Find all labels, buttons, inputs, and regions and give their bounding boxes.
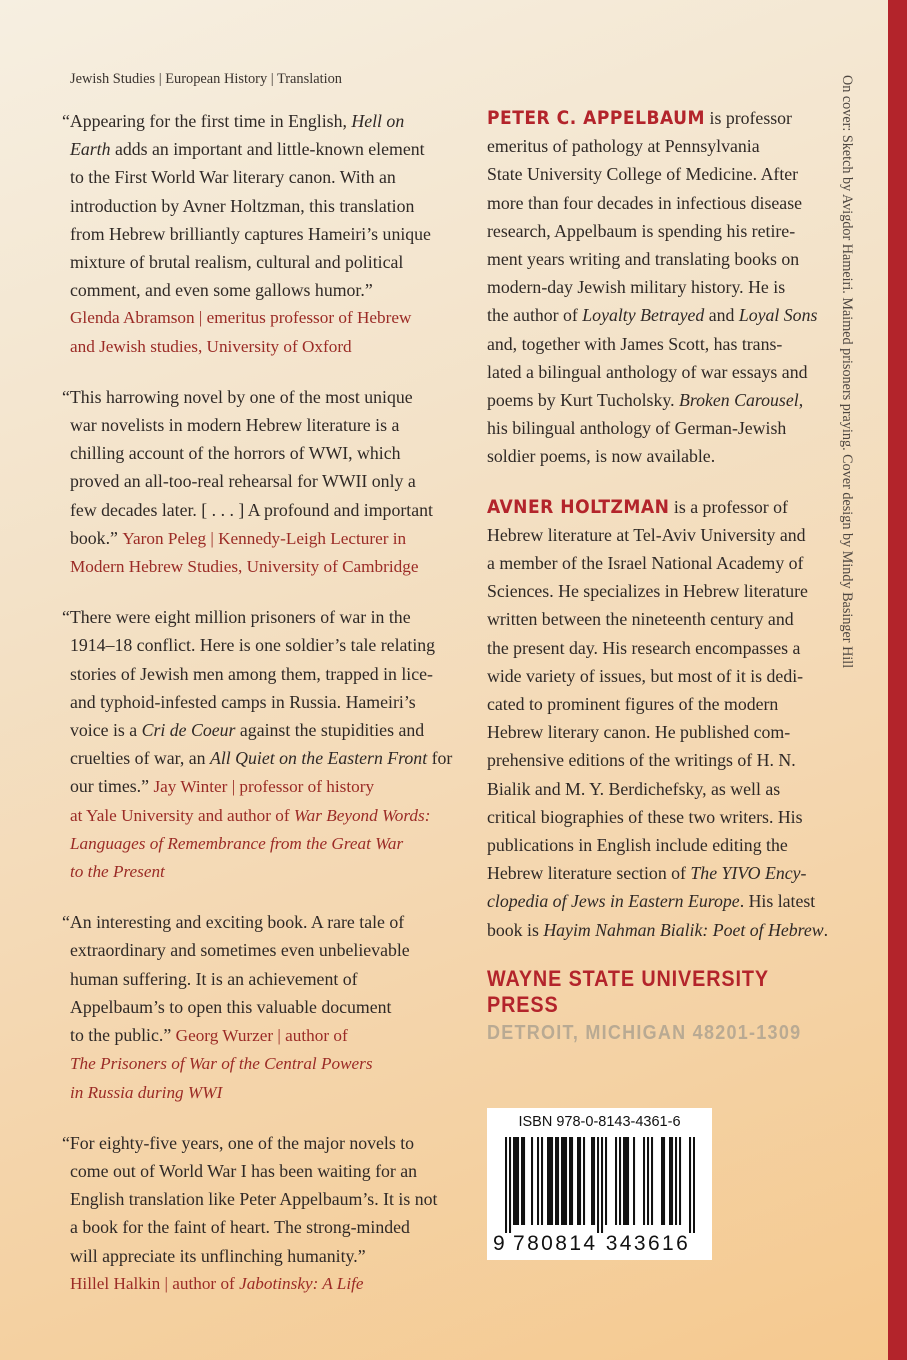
barcode-bar	[583, 1137, 585, 1225]
italic-title: to the Present	[70, 862, 165, 882]
barcode-bar	[689, 1137, 691, 1233]
barcode-bar	[571, 1137, 573, 1225]
quote-attribution	[62, 830, 458, 858]
text-run: for	[427, 748, 453, 769]
quote-line	[62, 220, 458, 248]
italic-title: Loyalty Betrayed	[582, 305, 705, 326]
quote-line	[62, 1213, 458, 1241]
review-blurb	[62, 603, 458, 886]
text-run: . His latest	[739, 891, 816, 912]
author-name: PETER C. APPELBAUM	[487, 107, 706, 129]
quote-line	[62, 248, 458, 276]
text-run: and, together with James Scott, has trans-	[487, 333, 783, 354]
quote-line	[62, 411, 458, 439]
text-run: war novelists in modern Hebrew literature is a	[70, 415, 400, 436]
attribution-inline: Yaron Peleg | Kennedy-Leigh Lecturer in	[122, 528, 407, 548]
quote-line	[62, 716, 458, 744]
quote-line	[62, 192, 458, 220]
text-run: human suffering. It is an achievement of	[70, 968, 358, 989]
text-run: State University College of Medicine. After	[487, 164, 799, 185]
attribution-inline: Georg Wurzer | author of	[175, 1026, 348, 1046]
quote-line	[62, 1021, 458, 1050]
text-run: “There were eight million prisoners of war in the	[62, 607, 411, 628]
barcode-bar	[561, 1137, 563, 1225]
review-blurb	[62, 107, 458, 361]
barcode-bar	[577, 1137, 579, 1225]
barcode-bar	[591, 1137, 593, 1225]
barcode-bar	[661, 1137, 663, 1225]
quote-line	[62, 744, 458, 772]
quote-attribution	[62, 1079, 458, 1107]
cover-credit: On cover: Sketch by Avigdor Hameiri. Maimed prisoners praying. Cover design by Mindy Basinger Hill	[839, 75, 855, 669]
quote-attribution	[62, 1050, 458, 1078]
publisher-address: DETROIT, MICHIGAN 48201-1309	[487, 1021, 802, 1044]
barcode-bar	[531, 1137, 533, 1225]
quote-attribution	[62, 802, 458, 830]
text-run: extraordinary and sometimes even unbelievable	[70, 940, 410, 961]
text-run: ment years writing and translating books on	[487, 249, 800, 270]
barcode-bar	[523, 1137, 525, 1225]
barcode-bar	[555, 1137, 557, 1225]
text-run: 1914–18 conflict. Here is one soldier’s tale relating	[70, 635, 436, 656]
text-run: “This harrowing novel by one of the most unique	[62, 386, 413, 407]
bios-column	[487, 104, 837, 1045]
quote-line	[62, 383, 458, 411]
italic-title: Earth	[70, 139, 111, 160]
barcode-bar	[563, 1137, 565, 1225]
quote-line	[62, 276, 458, 304]
quote-attribution	[62, 304, 458, 332]
text-run: modern-day Jewish military history. He is	[487, 277, 786, 298]
text-run: English translation like Peter Appelbaum’s. It is not	[70, 1189, 438, 1210]
quote-line	[62, 1242, 458, 1270]
text-run: and	[704, 305, 739, 326]
text-run: book is	[487, 919, 544, 940]
barcode-bar	[541, 1137, 543, 1225]
text-run: “An interesting and exciting book. A rare tale of	[62, 912, 405, 933]
quote-line	[62, 467, 458, 495]
isbn-barcode	[487, 1108, 712, 1260]
review-blurb	[62, 1129, 458, 1298]
barcode-bar	[593, 1137, 595, 1225]
text-run: come out of World War I has been waiting for an	[70, 1160, 418, 1181]
barcode-bar	[547, 1137, 549, 1225]
barcode-bar	[643, 1137, 645, 1225]
text-run: Modern Hebrew Studies, University of Cambridge	[70, 557, 419, 577]
quote-attribution	[62, 1270, 458, 1298]
quote-line	[62, 1129, 458, 1157]
text-run: chilling account of the horrors of WWI, which	[70, 443, 401, 464]
barcode-bar	[663, 1137, 665, 1225]
red-edge-strip	[888, 0, 907, 1360]
text-run: few decades later. [ . . . ] A profound and important	[70, 499, 433, 520]
text-run: a member of the Israel National Academy of	[487, 553, 804, 574]
barcode-bar	[623, 1137, 625, 1225]
barcode-bar	[647, 1137, 649, 1225]
quote-line	[62, 631, 458, 659]
ean-digit-groups: 780814 343616	[513, 1232, 691, 1255]
barcode-bar	[627, 1137, 629, 1225]
quote-line	[62, 1185, 458, 1213]
barcode-bar	[569, 1137, 571, 1225]
barcode-bar	[633, 1137, 635, 1225]
barcode-bar	[537, 1137, 539, 1225]
barcode-bar	[549, 1137, 551, 1225]
text-run: his bilingual anthology of German-Jewish	[487, 418, 787, 439]
attribution-inline: Jay Winter | professor of history	[153, 777, 375, 797]
ean-first-digit: 9	[493, 1232, 508, 1255]
text-run: wide variety of issues, but most of it is dedi-	[487, 665, 804, 686]
review-blurb	[62, 908, 458, 1106]
text-run: poems by Kurt Tucholsky.	[487, 390, 679, 411]
quote-attribution	[62, 333, 458, 361]
barcode-bar	[675, 1137, 677, 1225]
barcode-bar	[693, 1137, 695, 1233]
category-line: Jewish Studies | European History | Translation	[70, 71, 342, 87]
text-run: our times.”	[70, 776, 154, 797]
barcode-bar	[505, 1137, 507, 1233]
italic-title: Hayim Nahman Bialik: Poet of Hebrew	[543, 919, 824, 940]
text-run: proved an all-too-real rehearsal for WWII only a	[70, 471, 416, 492]
quote-attribution	[62, 553, 458, 581]
italic-title: All Quiet on the Eastern Front	[210, 748, 428, 769]
author-bios	[487, 104, 837, 944]
barcode-bar	[579, 1137, 581, 1225]
text-run: from Hebrew brilliantly captures Hameiri’s unique	[70, 223, 431, 244]
text-run: Hillel Halkin | author of	[70, 1273, 240, 1293]
text-run: comment, and even some gallows humor.”	[70, 280, 373, 301]
text-run: voice is a	[70, 720, 142, 741]
italic-title: Loyal Sons	[738, 305, 818, 326]
barcode-bar	[671, 1137, 673, 1225]
text-run: Hebrew literature at Tel-Aviv University and	[487, 524, 806, 545]
quote-line	[62, 965, 458, 993]
text-run: against the stupidities and	[235, 720, 425, 741]
quote-line	[62, 107, 458, 135]
publisher-name: WAYNE STATE UNIVERSITY PRESS	[487, 965, 769, 1017]
barcode-bar	[557, 1137, 559, 1225]
text-run: critical biographies of these two writers. His	[487, 806, 803, 827]
barcode-bar	[513, 1137, 515, 1225]
text-run: Hebrew literary canon. He published com-	[487, 722, 791, 743]
review-blurb	[62, 383, 458, 581]
author-name: AVNER HOLTZMAN	[487, 495, 670, 518]
text-run: research, Appelbaum is spending his retire-	[487, 220, 796, 241]
italic-title: in Russia during WWI	[70, 1082, 223, 1102]
italic-title: Languages of Remembrance from the Great War	[70, 833, 404, 853]
quote-line	[62, 496, 458, 524]
barcode-bar	[551, 1137, 553, 1225]
text-run: emeritus of pathology at Pennsylvania	[487, 136, 760, 157]
italic-title: Jabotinsky: A Life	[239, 1273, 364, 1293]
text-run: will appreciate its unflinching humanity.”	[70, 1245, 366, 1266]
text-run: more than four decades in infectious disease	[487, 192, 803, 213]
barcode-bar	[619, 1137, 621, 1225]
italic-title: Hell on	[351, 111, 405, 131]
text-run: stories of Jewish men among them, trapped in lice-	[70, 663, 433, 684]
italic-title: War Beyond Words:	[293, 805, 431, 825]
text-run: adds an important and little-known element	[110, 139, 425, 160]
text-run: lated a bilingual anthology of war essays and	[487, 361, 808, 382]
text-run: Appelbaum’s to open this valuable document	[70, 996, 392, 1017]
blurbs-column	[62, 107, 458, 1320]
text-run: Sciences. He specializes in Hebrew literature	[487, 581, 808, 602]
text-run: to the public.”	[70, 1025, 176, 1046]
italic-title: Broken Carousel	[679, 390, 799, 411]
quote-line	[62, 135, 458, 163]
barcode-bar	[597, 1137, 599, 1233]
barcode-bar	[565, 1137, 567, 1225]
text-run: “For eighty-five years, one of the major novels to	[62, 1132, 415, 1153]
barcode-bar	[625, 1137, 627, 1225]
barcode-bar	[679, 1137, 681, 1225]
text-run: and Jewish studies, University of Oxford	[70, 336, 352, 356]
italic-title: The YIVO Ency-	[690, 863, 807, 884]
italic-title: Cri de Coeur	[141, 720, 236, 741]
barcode-bar	[651, 1137, 653, 1225]
text-run: “Appearing for the first time in English,	[62, 111, 352, 131]
text-run: prehensive editions of the writings of H. N.	[487, 750, 796, 771]
author-bio	[487, 493, 837, 944]
quote-line	[62, 163, 458, 191]
barcode-bars	[505, 1137, 695, 1233]
barcode-bar	[515, 1137, 517, 1225]
quote-line	[62, 908, 458, 936]
text-run: cruelties of war, an	[70, 748, 210, 769]
barcode-bar	[509, 1137, 511, 1233]
italic-title: clopedia of Jews in Eastern Europe	[487, 891, 740, 912]
quote-line	[62, 1157, 458, 1185]
author-bio	[487, 104, 837, 471]
text-run: the present day. His research encompasses a	[487, 637, 801, 658]
barcode-bar	[521, 1137, 523, 1225]
quote-line	[62, 772, 458, 801]
quote-line	[62, 936, 458, 964]
text-run: and typhoid-infested camps in Russia. Hameiri’s	[70, 691, 416, 712]
text-run: mixture of brutal realism, cultural and political	[70, 252, 404, 273]
barcode-bar	[605, 1137, 607, 1225]
text-run: a book for the faint of heart. The strong-minded	[70, 1217, 410, 1238]
text-run: .	[823, 919, 829, 940]
text-run: is a professor of	[669, 496, 788, 517]
barcode-bar	[615, 1137, 617, 1225]
text-run: soldier poems, is now available.	[487, 446, 716, 467]
text-run: written between the nineteenth century and	[487, 609, 794, 630]
barcode-bar	[517, 1137, 519, 1225]
quote-attribution	[62, 858, 458, 886]
text-run: to the First World War literary canon. With an	[70, 167, 396, 188]
quote-line	[62, 688, 458, 716]
text-run: Hebrew literature section of	[487, 863, 691, 884]
text-run: Glenda Abramson | emeritus professor of Hebrew	[70, 308, 412, 328]
text-run: ,	[798, 390, 804, 411]
italic-title: The Prisoners of War of the Central Powers	[70, 1054, 373, 1074]
barcode-bar	[669, 1137, 671, 1225]
quote-line	[62, 524, 458, 553]
quote-line	[62, 660, 458, 688]
quote-line	[62, 603, 458, 631]
quote-line	[62, 993, 458, 1021]
barcode-bar	[601, 1137, 603, 1233]
text-run: publications in English include editing the	[487, 835, 788, 856]
text-run: is professor	[705, 108, 792, 128]
text-run: at Yale University and author of	[70, 805, 294, 825]
quote-line	[62, 439, 458, 467]
text-run: introduction by Avner Holtzman, this translation	[70, 195, 415, 216]
text-run: cated to prominent figures of the modern	[487, 694, 779, 715]
text-run: Bialik and M. Y. Berdichefsky, as well as	[487, 778, 781, 799]
isbn-label: ISBN 978-0-8143-4361-6	[518, 1114, 681, 1130]
text-run: the author of	[487, 305, 583, 326]
text-run: book.”	[70, 527, 123, 548]
